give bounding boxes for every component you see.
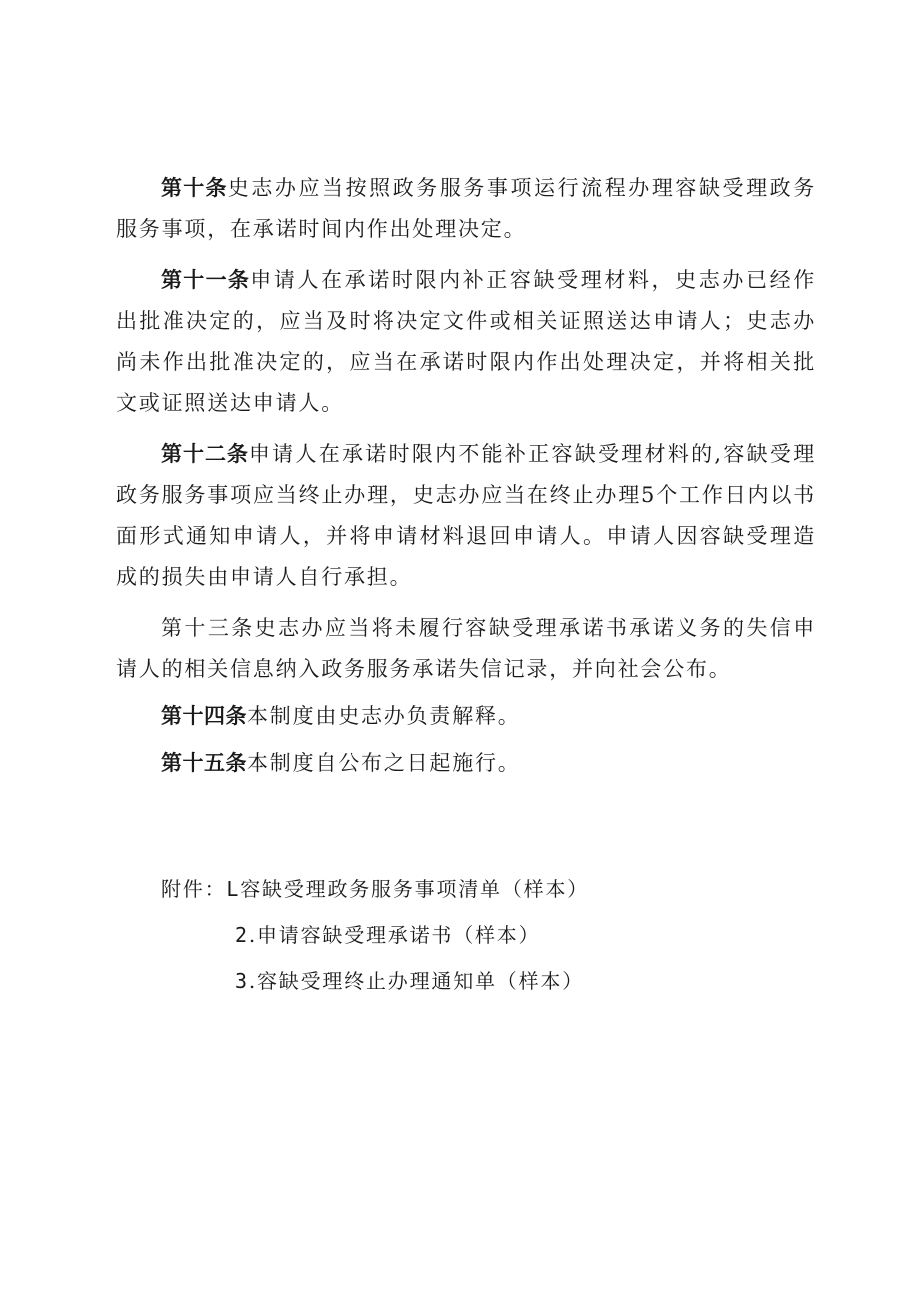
article-14-label: 第十四条 [161,704,247,728]
attachment-number: 2 [235,923,249,947]
article-14-text: 本制度由史志办负责解释。 [247,704,521,728]
attachment-item [161,912,821,958]
article-11 [116,260,816,424]
attachments-list [161,866,821,1004]
attachment-title: .容缺受理终止办理通知单（样本） [248,969,585,993]
article-10-text: 史志办应当按照政务服务事项运行流程办理容缺受理政务服务事项，在承诺时间内作出处理决定。 [116,176,817,241]
document-body [116,168,816,784]
article-15-text: 本制度自公布之日起施行。 [247,751,521,775]
article-12 [116,434,816,598]
attachment-item [161,866,821,912]
article-13-label: 第十三条 [161,616,255,640]
article-14 [116,696,816,737]
article-11-label: 第十一条 [161,268,251,292]
article-15-label: 第十五条 [161,751,247,775]
attachment-item [161,958,821,1004]
attachment-number: L [226,877,241,901]
article-13-text: 史志办应当将未履行容缺受理承诺书承诺义务的失信申请人的相关信息纳入政务服务承诺失信记录，并向社会公布。 [116,616,817,681]
article-12-text: 申请人在承诺时限内不能补正容缺受理材料的,容缺受理政务服务事项应当终止办理，史志办应当在终止办理5个工作日内以书面形式通知申请人，并将申请材料退回申请人。申请人因容缺受理造成的损失由申请人自行承担。 [116,442,816,589]
attachment-number: 3 [235,969,249,993]
attachment-title: .申请容缺受理承诺书（样本） [248,923,541,947]
article-10-label: 第十条 [161,176,228,200]
article-13 [116,608,816,690]
article-11-text: 申请人在承诺时限内补正容缺受理材料，史志办已经作出批准决定的，应当及时将决定文件或相关证照送达申请人；史志办尚未作出批准决定的，应当在承诺时限内作出处理决定，并将相关批文或证照送达申请人。 [116,268,816,415]
article-10 [116,168,816,250]
attachment-title: 容缺受理政务服务事项清单（样本） [240,877,590,901]
attachments-prefix: 附件： [161,877,227,901]
article-15 [116,743,816,784]
article-12-label: 第十二条 [161,442,249,466]
